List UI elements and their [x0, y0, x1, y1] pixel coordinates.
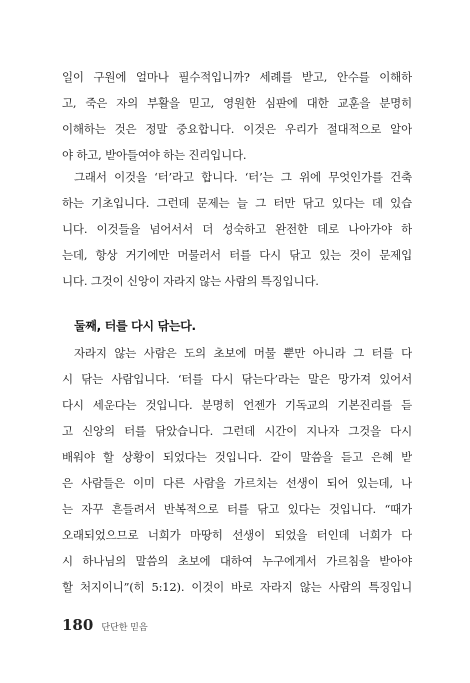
text-line: 시 닦는 사람입니다. ‘터를 다시 닦는다’라는 말은 망가져 있어서 [62, 372, 412, 386]
text-line: 이해하는 것은 정말 중요합니다. 이것은 우리가 절대적으로 알아 [62, 122, 412, 136]
text-line: 일이 구원에 얼마나 필수적입니까? 세례를 받고, 안수를 이해하 [62, 70, 412, 84]
text-line: 은 사람들은 이미 다른 사람을 가르치는 선생이 되어 있는데, 나 [62, 476, 412, 490]
running-title: 단단한 믿음 [101, 623, 148, 633]
text-line: 는 자꾸 흔들려서 반복적으로 터를 닦고 있다는 것입니다. “때가 [62, 502, 412, 516]
text-line: 하는 기초입니다. 그런데 문제는 늘 그 터만 닦고 있다는 데 있습 [62, 196, 412, 210]
page-number: 180 [62, 616, 94, 634]
text-line: 고, 죽은 자의 부활을 믿고, 영원한 심판에 대한 교훈을 분명히 [62, 96, 412, 110]
paragraph-3 [62, 340, 412, 600]
text-line: 자라지 않는 사람은 도의 초보에 머물 뿐만 아니라 그 터를 다 [74, 346, 412, 360]
text-line: 니다. 이것들을 넘어서서 더 성숙하고 완전한 데로 나아가야 하 [62, 222, 412, 236]
text-line: 오래되었으므로 너희가 마땅히 선생이 되었을 터인데 너희가 다 [62, 528, 412, 542]
paragraph-1 [62, 64, 412, 168]
text-line: 배워야 할 상황이 되었다는 것입니다. 같이 말씀을 듣고 은혜 받 [62, 450, 412, 464]
page-footer [62, 616, 148, 634]
text-line: 할 처지이니”(히 5:12). 이것이 바로 자라지 않는 사람의 특징입니 [62, 580, 412, 594]
paragraph-2 [62, 164, 412, 294]
text-line: 시 하나님의 말씀의 초보에 대하여 누구에게서 가르침을 받아야 [62, 554, 412, 568]
text-line: 니다. 그것이 신앙이 자라지 않는 사람의 특징입니다. [62, 274, 319, 288]
text-line: 는데, 항상 거기에만 머물러서 터를 다시 닦고 있는 것이 문제입 [62, 248, 412, 262]
text-line: 그래서 이것을 ‘터’라고 합니다. ‘터’는 그 위에 무엇인가를 건축 [74, 170, 412, 184]
section-heading: 둘째, 터를 다시 닦는다. [74, 319, 196, 333]
text-line: 야 하고, 받아들여야 하는 진리입니다. [62, 148, 247, 162]
text-line: 다시 세운다는 것입니다. 분명히 언젠가 기독교의 기본진리를 듣 [62, 398, 412, 412]
text-line: 고 신앙의 터를 닦았습니다. 그런데 시간이 지나자 그것을 다시 [62, 424, 412, 438]
